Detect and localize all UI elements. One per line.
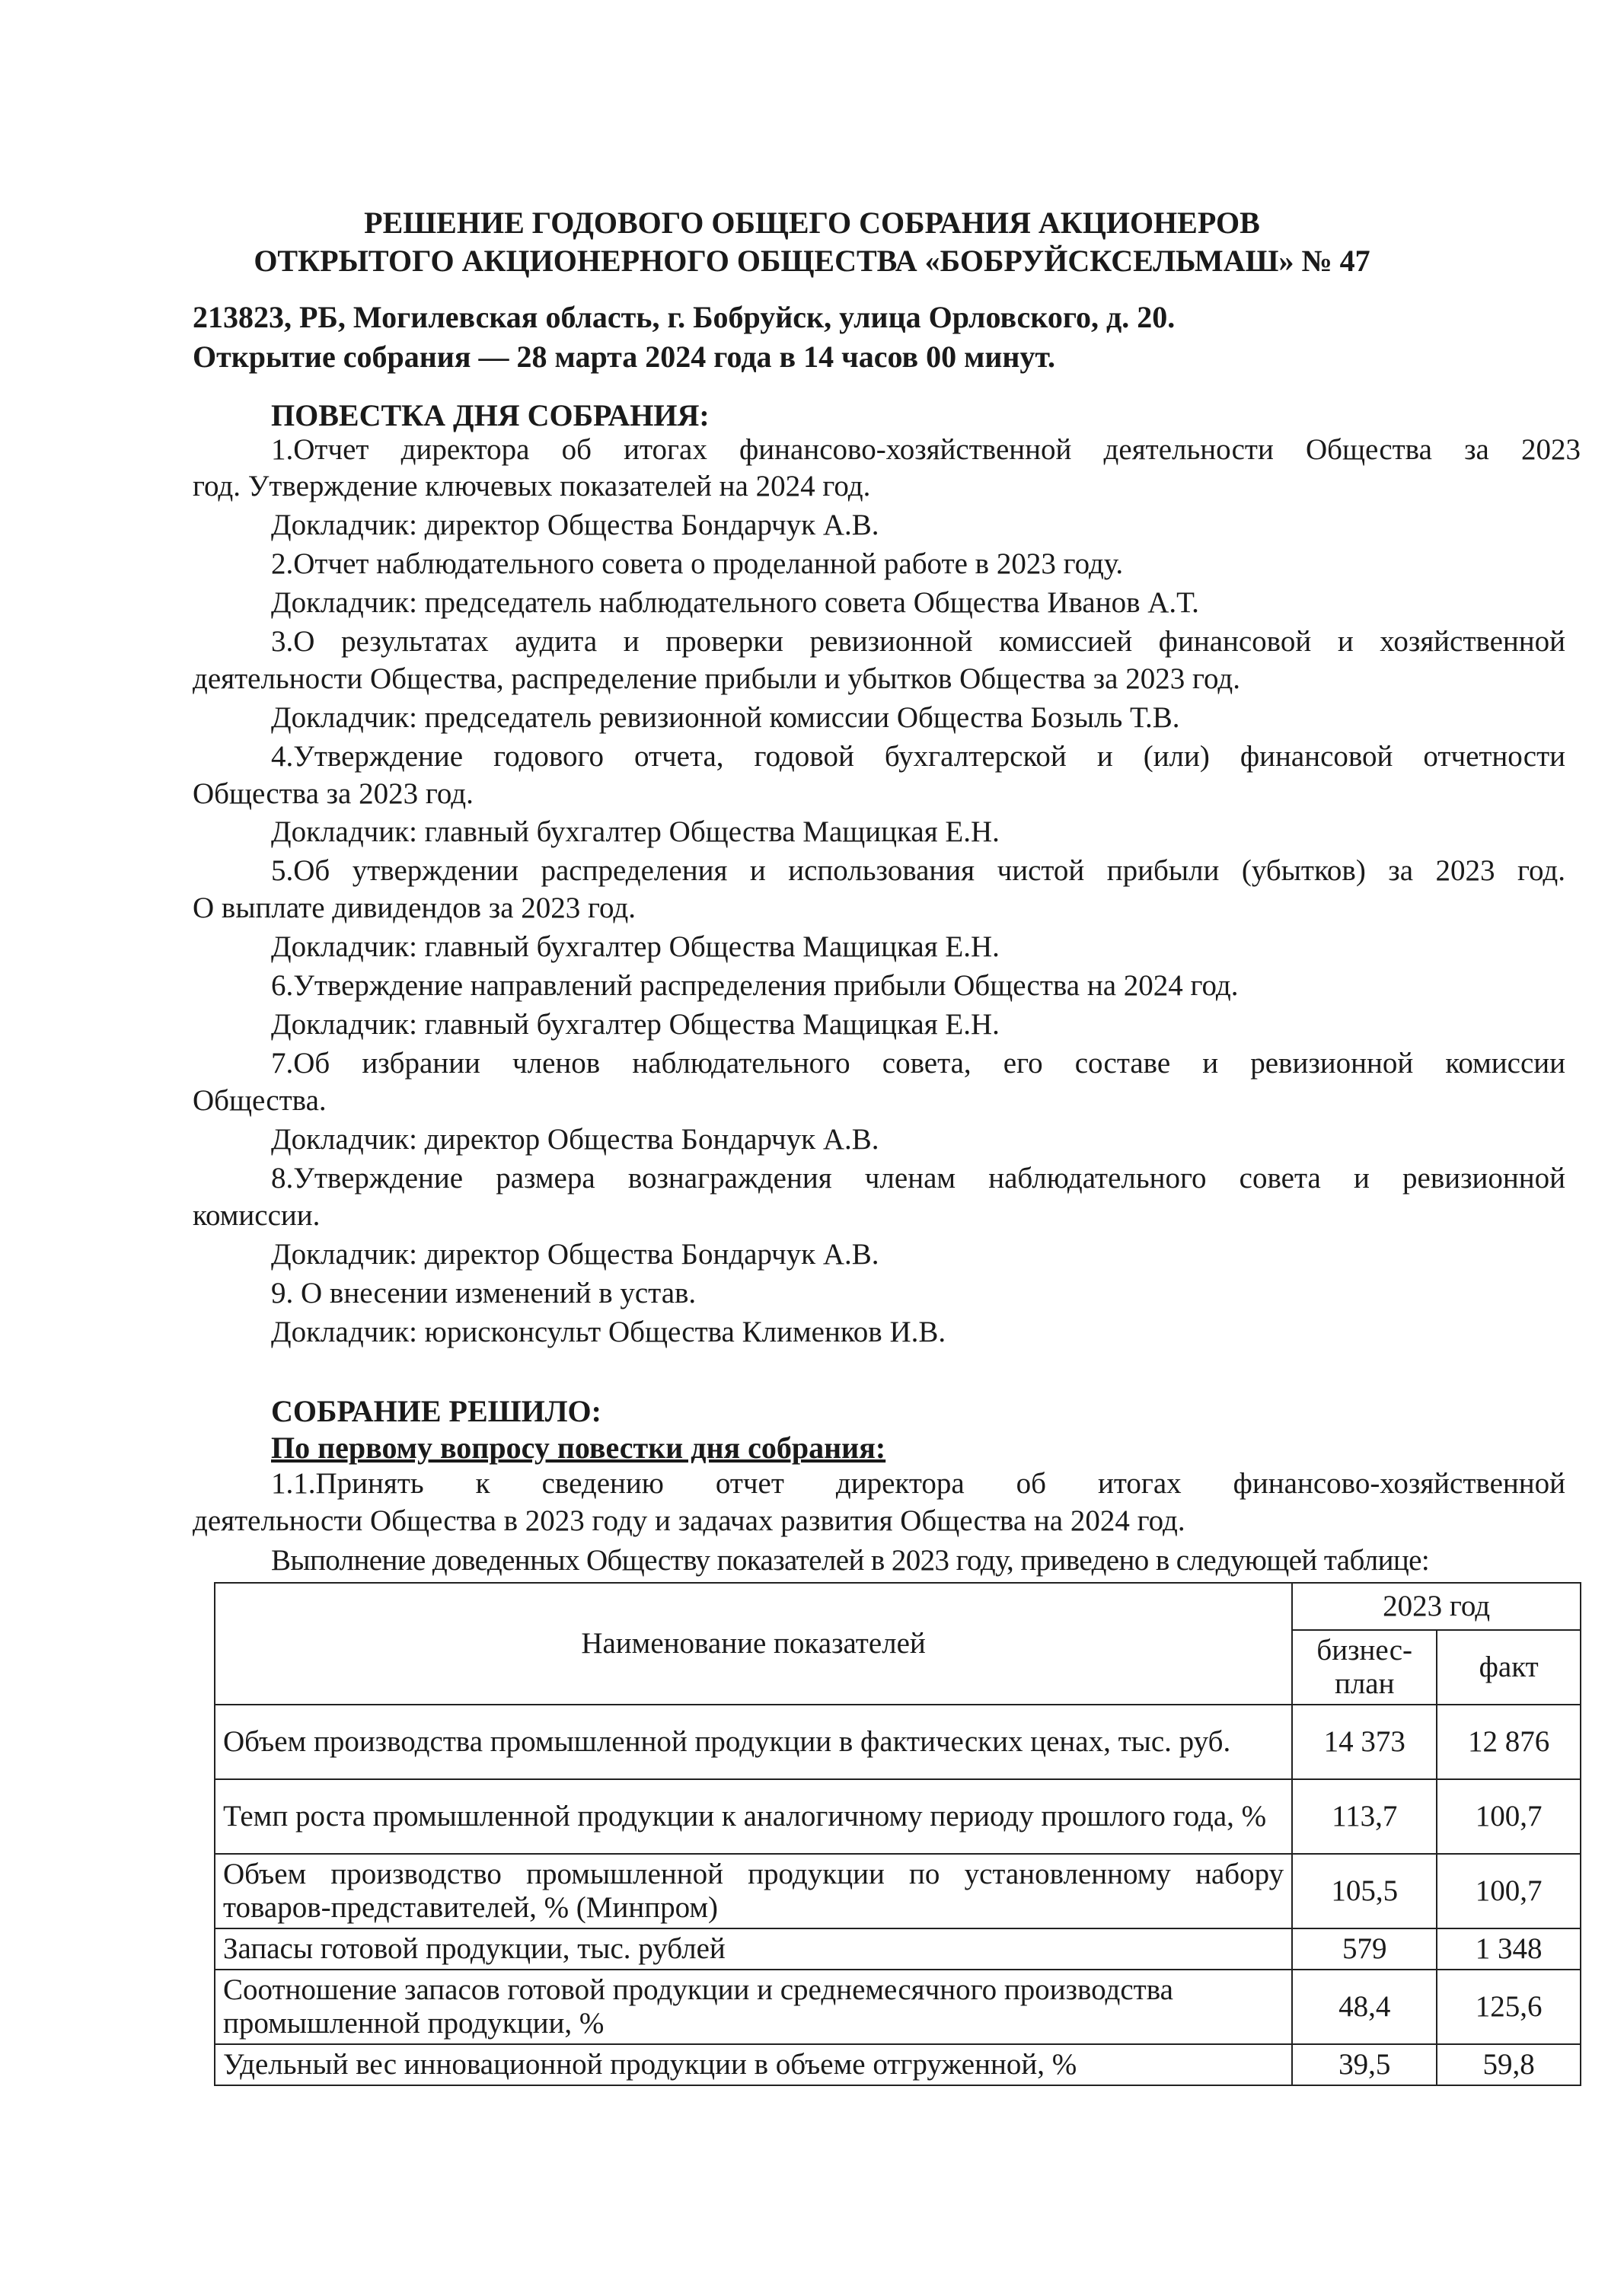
plan-value: 113,7 (1292, 1779, 1437, 1854)
document-title-line-2: ОТКРЫТОГО АКЦИОНЕРНОГО ОБЩЕСТВА «БОБРУЙСКСЕЛЬМАШ» № 47 (254, 244, 1370, 278)
agenda-speaker: Докладчик: главный бухгалтер Общества Мащицкая Е.Н. (271, 1008, 1000, 1041)
agenda-line: О выплате дивидендов за 2023 год. (193, 892, 637, 924)
meeting-address: 213823, РБ, Могилевская область, г. Бобруйск, улица Орловского, д. 20. (193, 300, 1176, 334)
table-row (215, 1970, 1581, 2044)
agenda-speaker: Докладчик: председатель ревизионной комиссии Общества Бозыль Т.В. (271, 701, 1180, 734)
table-row (215, 1928, 1581, 1970)
plan-value: 105,5 (1292, 1854, 1437, 1928)
plan-value: 48,4 (1292, 1970, 1437, 2044)
fact-value: 100,7 (1437, 1779, 1581, 1854)
indicator-name: Объем производство промышленной продукции по установленному набору товаров-представителей, % (Минпром) (215, 1854, 1292, 1928)
agenda-speaker: Докладчик: директор Общества Бондарчук А.В. (271, 1238, 879, 1271)
agenda-line: 9. О внесении изменений в устав. (271, 1277, 697, 1309)
document-title-line-1: РЕШЕНИЕ ГОДОВОГО ОБЩЕГО СОБРАНИЯ АКЦИОНЕРОВ (364, 206, 1260, 240)
agenda-line: 3.О результатах аудита и проверки ревизионной комиссией финансовой и хозяйственной (271, 625, 1565, 658)
indicators-table (214, 1582, 1581, 2086)
column-header-year: 2023 год (1292, 1583, 1581, 1630)
decision-line: 1.1.Принять к сведению отчет директора об итогах финансово-хозяйственной (271, 1467, 1565, 1500)
indicator-name: Запасы готовой продукции, тыс. рублей (215, 1928, 1292, 1970)
indicator-name: Темп роста промышленной продукции к аналогичному периоду прошлого года, % (215, 1779, 1292, 1854)
agenda-line: 5.Об утверждении распределения и использования чистой прибыли (убытков) за 2023 год. (271, 854, 1565, 887)
agenda-line: 6.Утверждение направлений распределения прибыли Общества на 2024 год. (271, 969, 1239, 1002)
plan-value: 14 373 (1292, 1705, 1437, 1779)
agenda-speaker: Докладчик: главный бухгалтер Общества Мащицкая Е.Н. (271, 930, 1000, 963)
agenda-line: 1.Отчет директора об итогах финансово-хозяйственной деятельности Общества за 2023 (271, 433, 1581, 466)
decision-line: Выполнение доведенных Обществу показателей в 2023 году, приведено в следующей таблице: (271, 1544, 1430, 1577)
agenda-line: деятельности Общества, распределение прибыли и убытков Общества за 2023 год. (193, 662, 1240, 695)
agenda-line: 7.Об избрании членов наблюдательного совета, его составе и ревизионной комиссии (271, 1047, 1565, 1080)
fact-value: 12 876 (1437, 1705, 1581, 1779)
table-header-row (215, 1583, 1581, 1630)
column-header-plan: бизнес-план (1292, 1630, 1437, 1705)
plan-value: 579 (1292, 1928, 1437, 1970)
indicator-name: Объем производства промышленной продукции в фактических ценах, тыс. руб. (215, 1705, 1292, 1779)
agenda-heading: ПОВЕСТКА ДНЯ СОБРАНИЯ: (271, 398, 710, 432)
agenda-line: Общества. (193, 1084, 327, 1117)
agenda-line: Общества за 2023 год. (193, 777, 474, 810)
fact-value: 1 348 (1437, 1928, 1581, 1970)
indicator-name: Соотношение запасов готовой продукции и среднемесячного производства промышленной продукции, % (215, 1970, 1292, 2044)
agenda-speaker: Докладчик: юрисконсульт Общества Клименков И.В. (271, 1316, 946, 1348)
decision-heading: СОБРАНИЕ РЕШИЛО: (271, 1394, 601, 1428)
column-header-fact: факт (1437, 1630, 1581, 1705)
agenda-line: 2.Отчет наблюдательного совета о проделанной работе в 2023 году. (271, 547, 1124, 580)
table-row (215, 1854, 1581, 1928)
meeting-opening-time: Открытие собрания — 28 марта 2024 года в 14 часов 00 минут. (193, 340, 1056, 374)
agenda-speaker: Докладчик: председатель наблюдательного совета Общества Иванов А.Т. (271, 586, 1199, 619)
fact-value: 125,6 (1437, 1970, 1581, 2044)
column-header-name: Наименование показателей (215, 1583, 1292, 1705)
agenda-line: год. Утверждение ключевых показателей на 2024 год. (193, 470, 871, 502)
indicator-name: Удельный вес инновационной продукции в объеме отгруженной, % (215, 2044, 1292, 2085)
fact-value: 59,8 (1437, 2044, 1581, 2085)
decision-line: деятельности Общества в 2023 году и задачах развития Общества на 2024 год. (193, 1504, 1185, 1537)
agenda-speaker: Докладчик: директор Общества Бондарчук А.В. (271, 1123, 879, 1156)
decision-subheading: По первому вопросу повестки дня собрания: (271, 1431, 886, 1465)
fact-value: 100,7 (1437, 1854, 1581, 1928)
agenda-line: комиссии. (193, 1199, 321, 1232)
table-row (215, 2044, 1581, 2085)
table-row (215, 1779, 1581, 1854)
table-row (215, 1705, 1581, 1779)
agenda-speaker: Докладчик: главный бухгалтер Общества Мащицкая Е.Н. (271, 815, 1000, 848)
plan-value: 39,5 (1292, 2044, 1437, 2085)
agenda-speaker: Докладчик: директор Общества Бондарчук А.В. (271, 509, 879, 541)
agenda-line: 8.Утверждение размера вознаграждения членам наблюдательного совета и ревизионной (271, 1162, 1565, 1195)
agenda-line: 4.Утверждение годового отчета, годовой бухгалтерской и (или) финансовой отчетности (271, 740, 1565, 773)
